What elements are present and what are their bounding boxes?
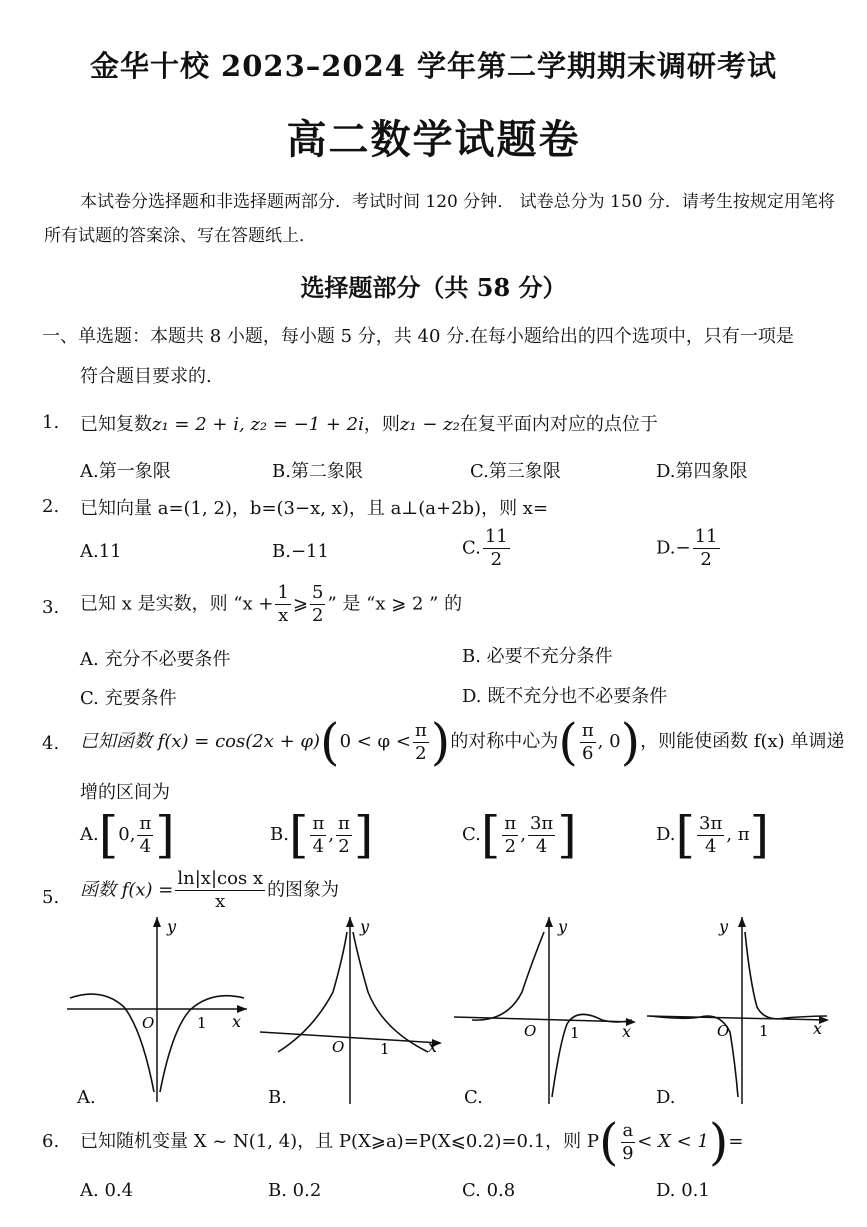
q1-stem-text-c: 在复平面内对应的点位于: [459, 414, 658, 435]
q2-option-c-label: C.: [462, 537, 481, 559]
q1-stem-math2: z₁ − z₂: [399, 414, 460, 435]
q1-stem-text-b: ，则: [363, 414, 400, 435]
q5-graph-a[interactable]: [62, 912, 252, 1107]
q3-fraction-2: $\frac{5}{2}$: [312, 582, 324, 626]
q2-option-d-fraction: $\frac{11}{2}$: [694, 526, 718, 570]
q2-option-d-label: D.−: [656, 537, 691, 559]
q5-graph-c-one: 1: [570, 1024, 580, 1042]
q6-option-c[interactable]: C. 0.8: [462, 1180, 516, 1201]
q4-stem: 已知函数 f(x) = cos(2x + φ)(0 < φ < $\frac{\pi}{2}$ )的对称中心为( $\frac{\pi}{6}$ , 0)，则能使函数 f(x) 单调递: [80, 713, 845, 771]
q5-graph-d[interactable]: [645, 912, 835, 1107]
q2-option-b[interactable]: B.−11: [272, 541, 329, 562]
q4-option-c[interactable]: C.[ $\frac{\pi}{2}$ , $\frac{3\pi}{4}$ ]: [462, 806, 577, 864]
part1-heading-line2: 符合题目要求的.: [80, 366, 212, 387]
q5-graph-b-origin: O: [332, 1038, 345, 1056]
q1-number: 1.: [42, 412, 60, 433]
q6-fraction: $\frac{a}{9}$: [622, 1119, 634, 1164]
q5-function: 函数 f(x) =: [80, 879, 174, 901]
q3-fraction-1: $\frac{1}{x}$: [277, 582, 289, 626]
q4-stem-text-c: ，则能使函数 f(x) 单调递: [640, 731, 845, 752]
q5-graph-b-y-label: y: [360, 917, 370, 936]
q3-option-a[interactable]: A. 充分不必要条件: [80, 649, 231, 670]
q6-stem-text-c: =: [728, 1131, 744, 1152]
q6-option-a[interactable]: A. 0.4: [80, 1180, 134, 1201]
q3-stem-text-b: ” 是 “x ⩾ 2 ” 的: [327, 593, 463, 615]
q1-option-c[interactable]: C.第三象限: [470, 461, 561, 482]
q5-option-c[interactable]: C.: [464, 1087, 483, 1108]
q6-option-b[interactable]: B. 0.2: [268, 1180, 322, 1201]
q4-number: 4.: [42, 733, 60, 754]
q5-graph-b[interactable]: [258, 912, 448, 1107]
q3-option-d[interactable]: D. 既不充分也不必要条件: [462, 686, 668, 707]
q5-graph-c[interactable]: [452, 912, 642, 1107]
q5-graph-a-y-label: y: [167, 917, 177, 936]
exam-title: 金华十校 2023–2024 学年第二学期期末调研考试: [89, 49, 778, 83]
q4-option-d[interactable]: D.[ $\frac{3\pi}{4}$ , π]: [656, 806, 770, 864]
q4-stem-line2: 增的区间为: [80, 782, 170, 803]
q5-stem-text-b: 的图象为: [267, 879, 340, 901]
q4-condition: 0 < φ <: [339, 731, 411, 752]
q5-graph-d-y-label: y: [719, 917, 729, 936]
q4-condition-fraction: $\frac{\pi}{2}$: [414, 719, 427, 764]
q5-graph-d-x-label: x: [813, 1019, 823, 1038]
q5-stem: [80, 868, 339, 913]
q4-center-fraction: $\frac{\pi}{6}$: [581, 719, 594, 764]
q1-stem-text-a: 已知复数: [80, 414, 152, 435]
q5-graph-d-origin: O: [717, 1022, 730, 1040]
q2-option-c-fraction: $\frac{11}{2}$: [484, 526, 508, 570]
q5-graph-c-x-label: x: [622, 1022, 632, 1041]
q5-graph-b-one: 1: [380, 1040, 390, 1058]
exam-instructions: 本试卷分选择题和非选择题两部分．考试时间 120 分钟． 试卷总分为 150 分．请考生按规定用笔将所有试题的答案涂、写在答题纸上．: [44, 192, 835, 246]
q1-option-a[interactable]: A.第一象限: [80, 461, 171, 482]
q1-stem-math: z₁ = 2 + i, z₂ = −1 + 2i: [152, 414, 364, 435]
q6-stem: 已知随机变量 X ~ N(1, 4)，且 P(X⩾a)=P(X⩽0.2)=0.1，则 P( $\frac{a}{9}$ < X < 1)=: [80, 1113, 744, 1171]
q2-stem: 已知向量 a=(1, 2)，b=(3−x, x)，且 a⊥(a+2b)，则 x=: [80, 498, 549, 519]
q4-option-b[interactable]: B.[ $\frac{\pi}{4}$ , $\frac{\pi}{2}$ ]: [270, 806, 374, 864]
q5-option-d[interactable]: D.: [656, 1087, 676, 1108]
section-title: 选择题部分（共 58 分）: [300, 273, 567, 302]
q5-option-b[interactable]: B.: [268, 1087, 287, 1108]
q5-graph-c-origin: O: [524, 1022, 537, 1040]
q1-option-b[interactable]: B.第二象限: [272, 461, 363, 482]
q5-graph-a-origin: O: [142, 1014, 155, 1032]
q3-stem-text-a: 已知 x 是实数，则 “x +: [80, 593, 274, 615]
q6-stem-text-b: < X < 1: [637, 1131, 709, 1152]
q5-graph-c-y-label: y: [558, 917, 568, 936]
q6-number: 6.: [42, 1131, 60, 1152]
q4-option-a[interactable]: A.[0, $\frac{\pi}{4}$ ]: [80, 806, 175, 864]
q6-option-d[interactable]: D. 0.1: [656, 1180, 710, 1201]
q5-graph-b-x-label: x: [428, 1037, 438, 1056]
q5-graph-d-one: 1: [759, 1022, 769, 1040]
q5-option-a[interactable]: A.: [77, 1087, 96, 1108]
q3-option-c[interactable]: C. 充要条件: [80, 688, 177, 709]
q5-number: 5.: [42, 887, 60, 908]
q4-stem-text-b: 的对称中心为: [450, 731, 559, 752]
q1-stem: [80, 410, 658, 436]
q2-number: 2.: [42, 496, 60, 517]
part1-heading-line1: 一、单选题：本题共 8 小题，每小题 5 分，共 40 分.在每小题给出的四个选项中，只有一项是: [42, 326, 794, 347]
q4-function: 已知函数 f(x) = cos(2x + φ): [80, 731, 321, 752]
q3-number: 3.: [42, 597, 60, 618]
q5-graph-a-one: 1: [197, 1014, 207, 1032]
q3-ge-sign: ⩾: [292, 593, 309, 615]
q3-option-b[interactable]: B. 必要不充分条件: [462, 646, 613, 667]
q6-stem-text-a: 已知随机变量 X ~ N(1, 4)，且 P(X⩾a)=P(X⩽0.2)=0.1，则 P: [80, 1131, 600, 1152]
q2-option-c[interactable]: [462, 526, 512, 571]
q5-graph-a-x-label: x: [232, 1012, 242, 1031]
q5-fraction: $\frac{\text{ln|x|cos x}}{x}$: [177, 868, 264, 912]
q1-option-d[interactable]: D.第四象限: [656, 461, 748, 482]
q3-stem: [80, 582, 462, 627]
q2-option-a[interactable]: A.11: [80, 541, 122, 562]
paper-subtitle: 高二数学试题卷: [286, 116, 581, 163]
q2-option-d[interactable]: [656, 526, 722, 571]
